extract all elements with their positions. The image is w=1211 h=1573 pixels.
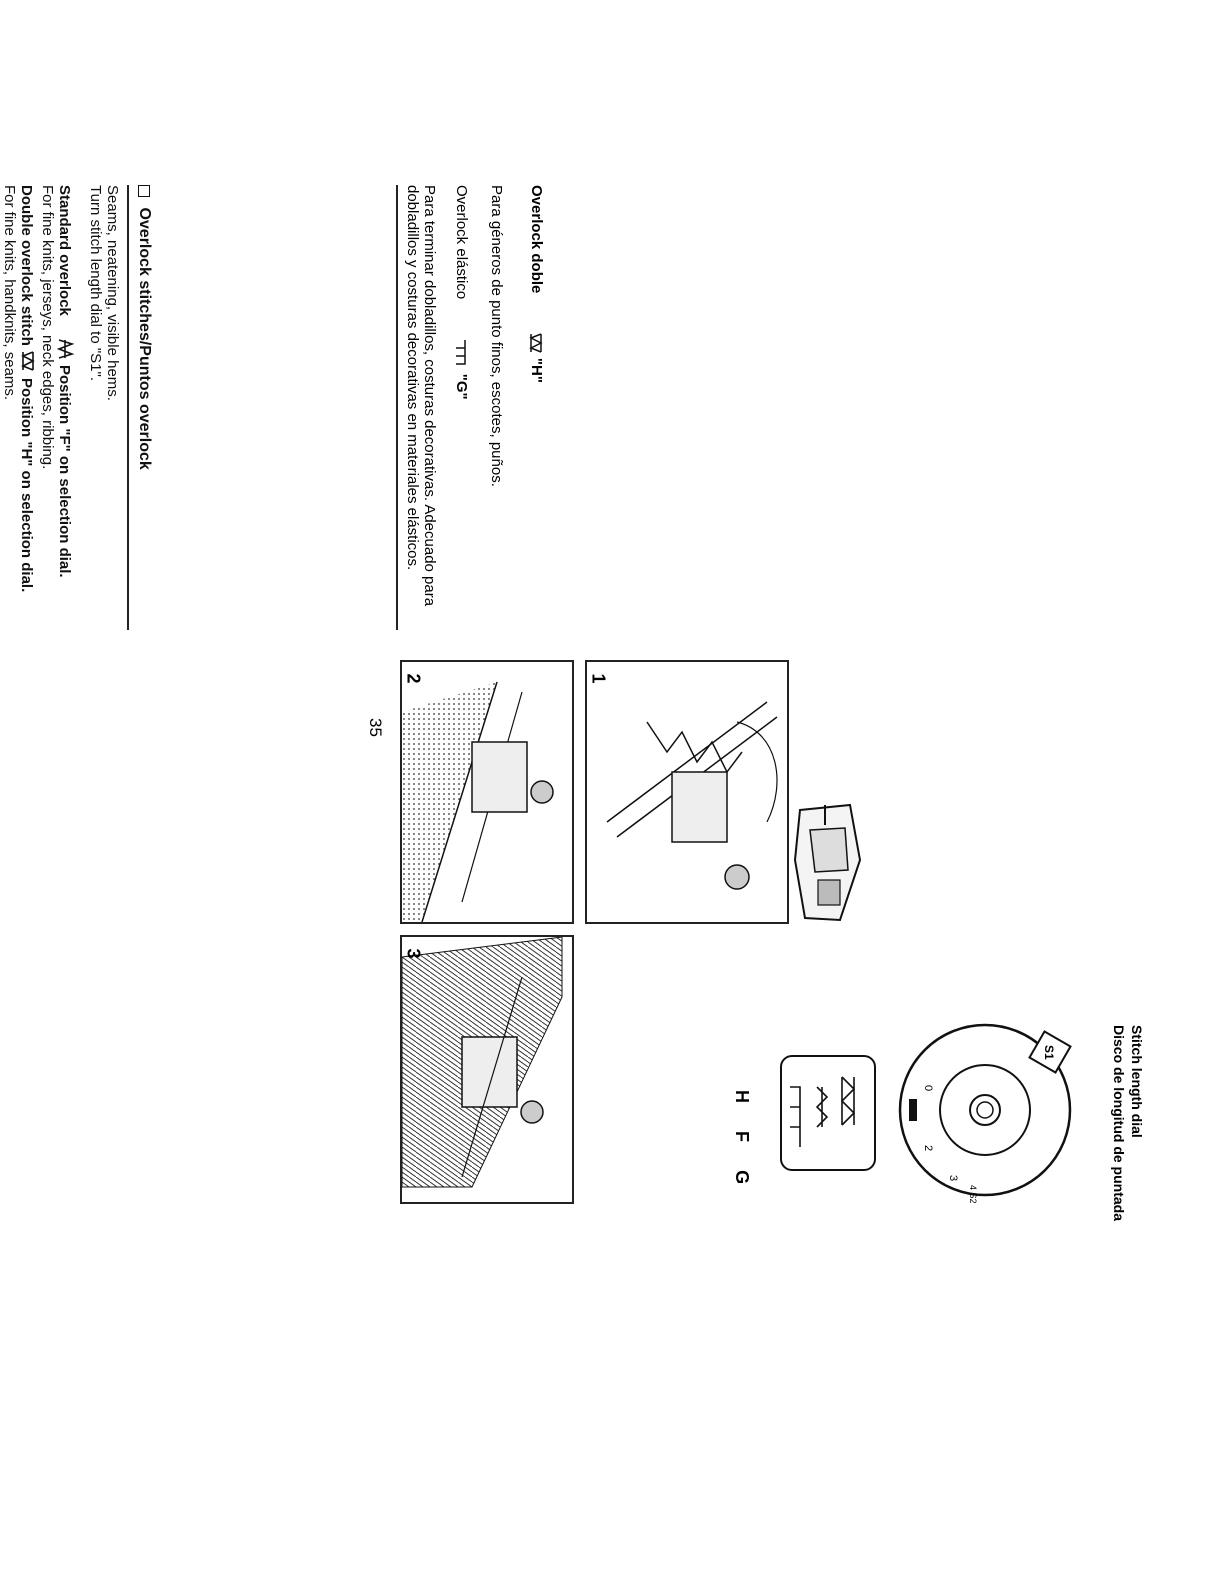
selector-stretch-overlock-icon xyxy=(790,1087,800,1147)
dial-mark-bar xyxy=(909,1099,917,1121)
standard-overlock-desc: For fine knits, jerseys, neck edges, ribbing. xyxy=(39,185,56,470)
selector-double-overlock-icon xyxy=(842,1077,854,1125)
dial-label-es: Disco de longitud de puntada xyxy=(1111,1025,1127,1221)
elastico-title: Overlock elástico xyxy=(453,185,470,300)
heading-text: Overlock stitches/Puntos overlock xyxy=(136,207,153,470)
doble-position: "H" xyxy=(528,357,545,383)
elastico-desc-1: Para terminar dobladillos, costuras decorativas. Adecuado para xyxy=(421,185,438,607)
selector-standard-overlock-icon xyxy=(817,1087,827,1127)
dial-mark-2: 2 xyxy=(922,1145,934,1152)
dial-mark-0: 0 xyxy=(922,1085,934,1092)
elastico-desc-2: dobladillos y costuras decorativas en materiales elásticos. xyxy=(404,185,421,571)
figure-3 xyxy=(400,935,574,1204)
selector-letters xyxy=(731,1090,752,1184)
standard-overlock-position: Position "F" on selection dial. xyxy=(56,365,73,578)
presser-foot-illustration xyxy=(780,800,870,935)
page-number: 35 xyxy=(366,718,385,737)
selector-letter-g: G xyxy=(732,1170,752,1185)
dial-label-en: Stitch length dial xyxy=(1129,1025,1145,1138)
dial-mark-3: 3 xyxy=(947,1175,959,1182)
dial-mark-4s: 4 S2 S3 xyxy=(968,1185,978,1205)
double-overlock-position: Position "H" on selection dial. xyxy=(18,378,35,593)
selector-letter-f: F xyxy=(732,1131,752,1143)
doble-desc: Para géneros de punto finos, escotes, puños. xyxy=(488,185,505,487)
intro-line-2: Turn stitch length dial to "S1". xyxy=(87,185,104,382)
figure-2 xyxy=(400,660,574,924)
dial-mark-s1: S1 xyxy=(1042,1045,1056,1060)
selector-letter-h: H xyxy=(732,1090,752,1103)
figure-2-number: 2 xyxy=(403,673,424,684)
doble-title: Overlock doble xyxy=(528,185,545,294)
doble-icon xyxy=(529,332,543,354)
elastico-position: "G" xyxy=(453,373,470,400)
standard-overlock-title: Standard overlock xyxy=(56,185,73,316)
selection-dial-panel xyxy=(780,1055,876,1171)
double-overlock-desc: For fine knits, handknits, seams. xyxy=(1,185,18,401)
figure-1-number: 1 xyxy=(588,673,609,684)
figure-3-number: 3 xyxy=(403,948,424,959)
figure-1 xyxy=(585,660,789,924)
stitch-length-dial xyxy=(895,1015,1085,1210)
intro-line-1: Seams, neatening, visible hems. xyxy=(104,185,121,401)
double-overlock-title: Double overlock stitch xyxy=(18,185,35,346)
bottom-rule xyxy=(396,185,398,630)
elastico-icon xyxy=(454,338,468,370)
